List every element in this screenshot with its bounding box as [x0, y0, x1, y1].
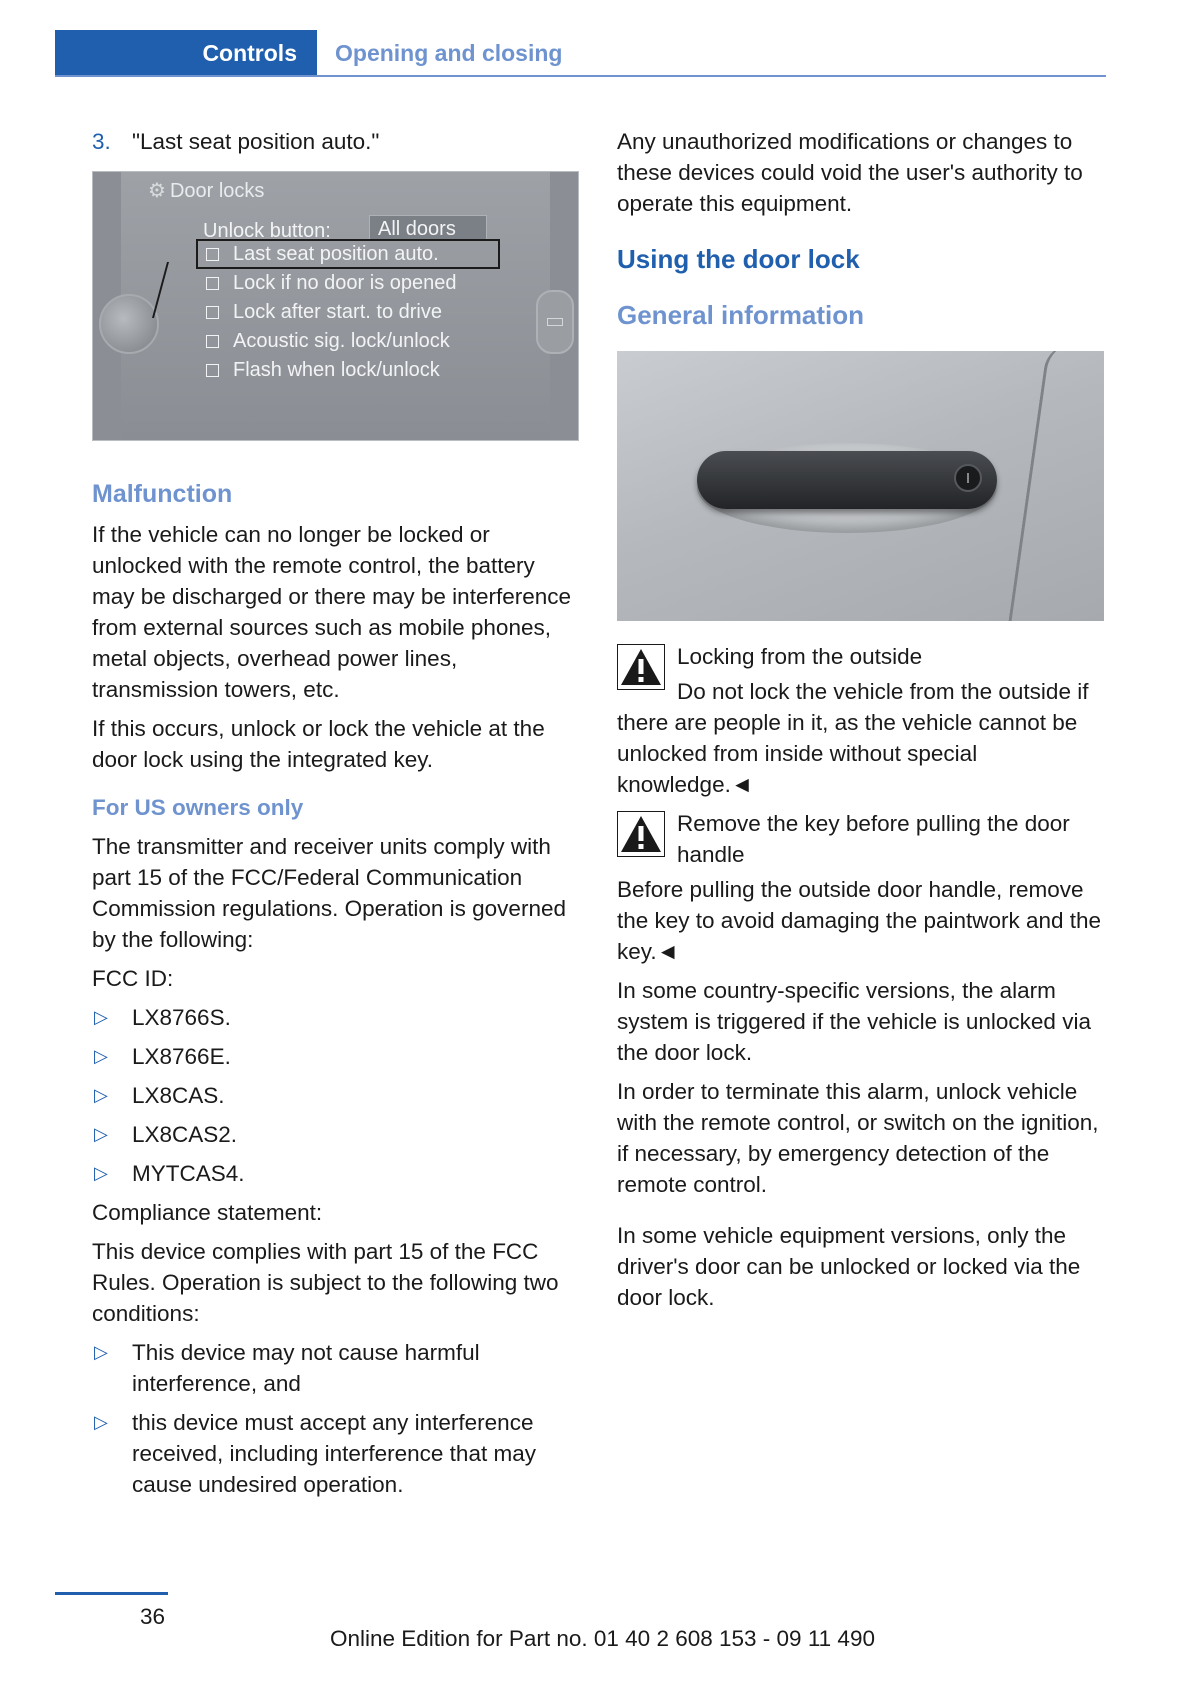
- warning-icon: [617, 811, 665, 857]
- menu-button-icon: [536, 290, 574, 354]
- fcc-id-item: ▷ LX8766S.: [92, 1002, 582, 1033]
- fcc-id-item: ▷ LX8CAS2.: [92, 1119, 582, 1150]
- driver-door-paragraph: In some vehicle equipment versions, only the driver's door can be unlocked or locked via the door lock.: [617, 1223, 1081, 1310]
- step-3: [92, 126, 582, 157]
- bullet-triangle-icon: ▷: [94, 1412, 108, 1432]
- screen-title: [148, 176, 264, 207]
- warning-remove-key: [617, 808, 1107, 870]
- footer-rule: [55, 1592, 168, 1595]
- step-number: 3.: [92, 129, 111, 154]
- malfunction-heading: Malfunction: [92, 480, 233, 508]
- controller-knob-icon: [99, 294, 159, 354]
- fcc-id-item: ▷ MYTCAS4.: [92, 1158, 582, 1189]
- warning-1-body: Do not lock the vehicle from the outside if there are people in it, as the vehicle cannot be unlocked from inside without special knowledge.◄: [617, 679, 1089, 797]
- bullet-triangle-icon: ▷: [94, 1007, 108, 1027]
- general-information-heading: General information: [617, 300, 865, 330]
- bullet-triangle-icon: ▷: [94, 1124, 108, 1144]
- fcc-id-item: ▷ LX8CAS.: [92, 1080, 582, 1111]
- warning-1-title: Locking from the outside: [677, 644, 923, 669]
- screen-title-text: Door locks: [169, 180, 265, 202]
- warning-2-title: Remove the key before pulling the door handle: [677, 811, 1070, 867]
- door-handle-icon: [697, 451, 997, 509]
- step-text: "Last seat position auto.": [132, 129, 380, 154]
- warning-locking-outside: [617, 641, 1107, 706]
- modifications-paragraph: Any unauthorized modifications or changes to these devices could void the user's authority to operate this equipment.: [617, 129, 1083, 216]
- checkbox-icon: [206, 364, 219, 377]
- keyhole-icon: [954, 464, 982, 492]
- right-column: [617, 126, 1107, 1321]
- settings-gear-icon: ⚙: [148, 180, 166, 202]
- unlock-button-label: Unlock button:: [203, 220, 331, 242]
- malfunction-paragraph-1: If the vehicle can no longer be locked or unlocked with the remote control, the battery may be discharged or there may be interference from external sources such as mobile phones, metal objects, overhead power lines, transmission towers, etc.: [92, 522, 572, 702]
- warning-icon: [617, 644, 665, 690]
- malfunction-paragraph-2: If this occurs, unlock or lock the vehicle at the door lock using the integrated key.: [92, 716, 545, 772]
- header-chapter: Controls: [202, 40, 297, 66]
- bullet-triangle-icon: ▷: [94, 1163, 108, 1183]
- page-number: 36: [140, 1604, 166, 1629]
- screen-option-lock-no-door: Lock if no door is opened: [198, 270, 457, 296]
- edition-text: Online Edition for Part no. 01 40 2 608 153 - 09 11 490: [330, 1626, 875, 1651]
- header-rule: [55, 75, 1106, 77]
- fcc-id-item: ▷ LX8766E.: [92, 1041, 582, 1072]
- us-owners-heading: For US owners only: [92, 795, 304, 820]
- condition-item: ▷ this device must accept any interference received, including interference that may cause undesired operation.: [92, 1407, 582, 1500]
- alarm-paragraph-2: In order to terminate this alarm, unlock vehicle with the remote control, or switch on the ignition, if necessary, by emergency detection of the remote control.: [617, 1079, 1099, 1197]
- alarm-paragraph-1: In some country-specific versions, the alarm system is triggered if the vehicle is unlocked via the door lock.: [617, 978, 1091, 1065]
- checkbox-icon: [206, 277, 219, 290]
- bullet-triangle-icon: ▷: [94, 1085, 108, 1105]
- door-locks-screen-image: [92, 171, 579, 441]
- fcc-id-label: FCC ID:: [92, 966, 174, 991]
- checkbox-icon: [206, 306, 219, 319]
- checkbox-icon: [206, 248, 219, 261]
- us-owners-paragraph: The transmitter and receiver units comply with part 15 of the FCC/Federal Communication Commission regulations. Operation is governed by the following:: [92, 834, 566, 952]
- warning-2-body: Before pulling the outside door handle, remove the key to avoid damaging the paintwork and the key.◄: [617, 877, 1102, 964]
- screen-option-flash: Flash when lock/unlock: [198, 357, 440, 383]
- door-handle-photo: [617, 351, 1104, 621]
- screen-option-acoustic: Acoustic sig. lock/unlock: [198, 328, 450, 354]
- compliance-label: Compliance statement:: [92, 1200, 323, 1225]
- unlock-button-value: All doors: [369, 215, 487, 241]
- left-column: [92, 126, 582, 1508]
- using-door-lock-heading: Using the door lock: [617, 244, 860, 274]
- condition-item: ▷ This device may not cause harmful interference, and: [92, 1337, 582, 1399]
- checkbox-icon: [206, 335, 219, 348]
- screen-option-lock-after-start: Lock after start. to drive: [198, 299, 442, 325]
- compliance-paragraph: This device complies with part 15 of the FCC Rules. Operation is subject to the following two conditions:: [92, 1239, 559, 1326]
- header-section: Opening and closing: [335, 40, 563, 66]
- screen-option-last-seat: Last seat position auto.: [196, 239, 500, 269]
- bullet-triangle-icon: ▷: [94, 1046, 108, 1066]
- bullet-triangle-icon: ▷: [94, 1342, 108, 1362]
- door-seam: [1006, 351, 1090, 621]
